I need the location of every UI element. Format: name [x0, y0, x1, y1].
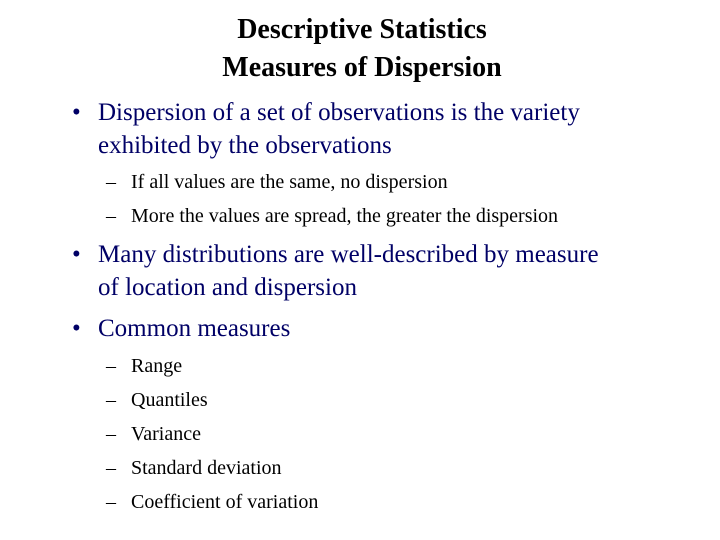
bullet-text-line-1: Dispersion of a set of observations is the variety — [98, 99, 580, 126]
bullet-text — [98, 312, 708, 345]
bullet-text — [98, 238, 708, 304]
slide-title — [0, 11, 720, 87]
bullet-marker: • — [72, 99, 81, 126]
sub-item-text: More the values are spread, the greater the dispersion — [131, 205, 559, 227]
bullet-marker: • — [72, 315, 81, 342]
sub-item-text: Quantiles — [131, 389, 208, 411]
sub-item-text: Coefficient of variation — [131, 491, 319, 513]
dash-marker: – — [106, 205, 116, 227]
dash-marker: – — [106, 491, 116, 513]
sub-item-text: Standard deviation — [131, 457, 282, 479]
dash-marker: – — [106, 389, 116, 411]
dash-marker: – — [106, 355, 116, 377]
sub-item-text: Variance — [131, 423, 201, 445]
sub-item-text: If all values are the same, no dispersion — [131, 171, 448, 193]
title-line-1: Descriptive Statistics — [237, 14, 487, 45]
bullet-text-line-1: Common measures — [98, 315, 291, 342]
dash-marker: – — [106, 171, 116, 193]
bullet-text-line-2: of location and dispersion — [98, 274, 357, 301]
sub-item-text: Range — [131, 355, 183, 377]
bullet-text-line-1: Many distributions are well-described by measure — [98, 241, 599, 268]
dash-marker: – — [106, 457, 116, 479]
title-line-2: Measures of Dispersion — [222, 52, 502, 83]
bullet-marker: • — [72, 241, 81, 268]
bullet-text — [98, 96, 708, 162]
dash-marker: – — [106, 423, 116, 445]
bullet-text-line-2: exhibited by the observations — [98, 132, 392, 159]
